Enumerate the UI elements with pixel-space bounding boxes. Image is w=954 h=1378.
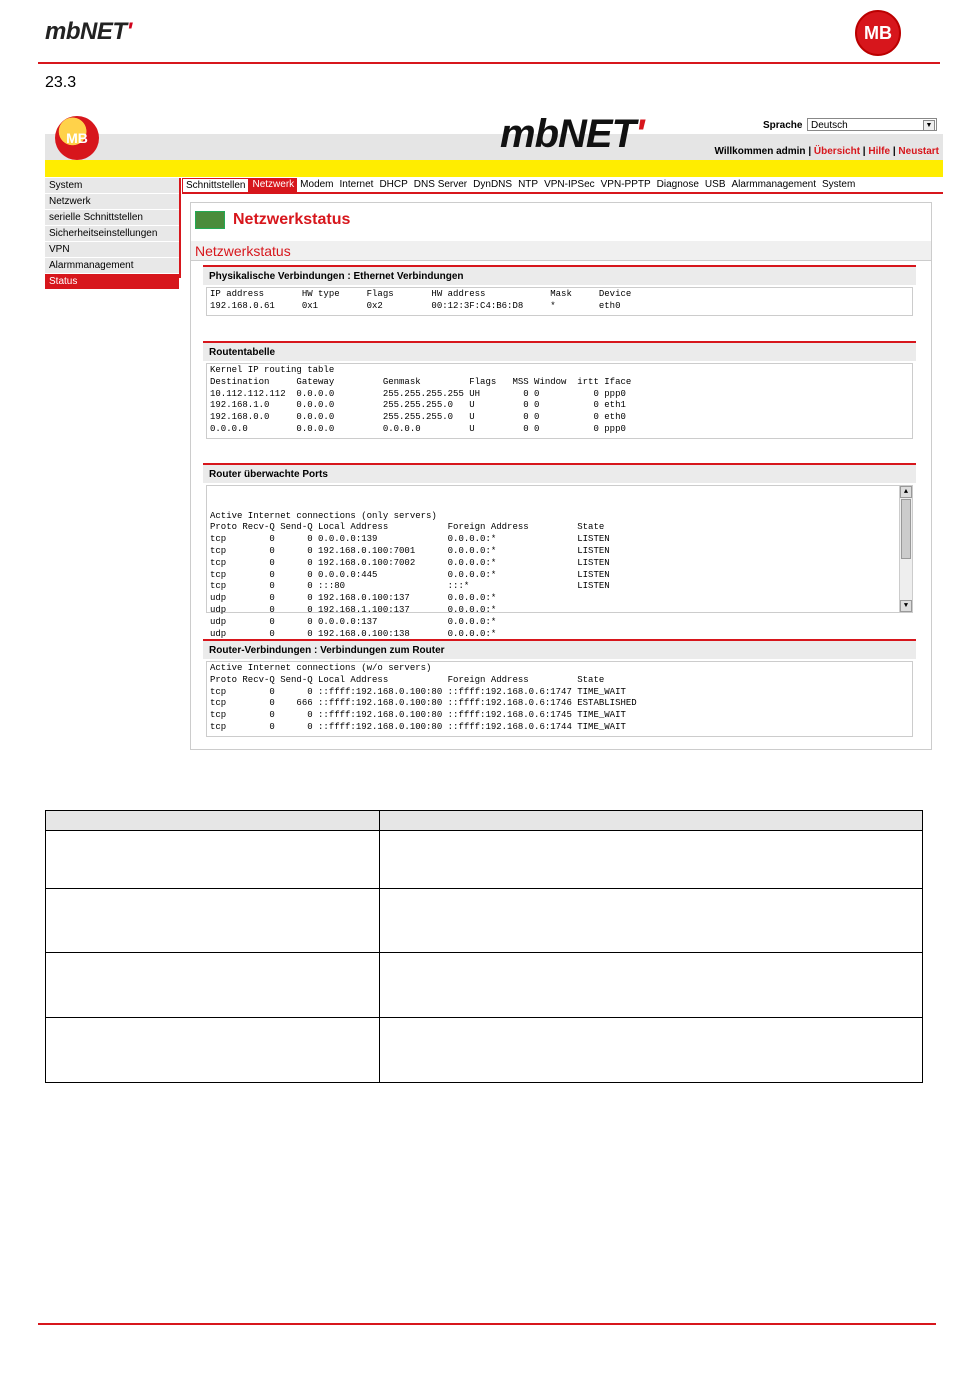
content-panel — [190, 202, 932, 750]
tab-system[interactable]: System — [821, 179, 856, 190]
box-routes — [203, 341, 916, 439]
box-connections-title: Router-Verbindungen : Verbindungen zum Router — [203, 639, 916, 659]
welcome-text: Willkommen admin — [714, 146, 806, 157]
ui-header — [45, 110, 943, 160]
link-hilfe[interactable]: Hilfe — [868, 146, 891, 157]
box-ports — [203, 463, 916, 639]
tab-vpn-ipsec[interactable]: VPN-IPSec — [544, 179, 595, 190]
language-label: Sprache — [763, 120, 803, 131]
table-header-row — [46, 811, 923, 831]
box-physical-body: IP address HW type Flags HW address Mask Device 192.168.0.61 0x1 0x2 00:12:3F:C4:B6:D8 * eth0 — [206, 287, 913, 316]
tab-bar — [182, 178, 858, 192]
mb-badge-icon: MB — [855, 10, 901, 56]
box-physical-title: Physikalische Verbindungen : Ethernet Verbindungen — [203, 265, 916, 285]
nav-sicherheitseinstellungen[interactable]: Sicherheitseinstellungen — [45, 226, 179, 242]
language-select[interactable] — [807, 118, 937, 131]
tab-alarmmanagement[interactable]: Alarmmanagement — [731, 179, 816, 190]
router-web-ui — [45, 110, 943, 760]
doc-logo: mbNET' — [45, 18, 132, 45]
table-header-cell — [46, 811, 380, 831]
table-row — [46, 1018, 923, 1083]
box-ports-title: Router überwachte Ports — [203, 463, 916, 483]
tab-diagnose[interactable]: Diagnose — [656, 179, 699, 190]
mb-logo-icon: MB — [55, 116, 99, 160]
ports-scrollbar[interactable] — [899, 486, 912, 612]
table-row — [46, 953, 923, 1018]
scroll-thumb[interactable] — [901, 499, 911, 559]
link-uebersicht[interactable]: Übersicht — [813, 146, 861, 157]
nav-netzwerk[interactable]: Netzwerk — [45, 194, 179, 210]
bottom-divider — [38, 1323, 936, 1325]
tab-dyndns[interactable]: DynDNS — [473, 179, 513, 190]
tab-vpn-pptp[interactable]: VPN-PPTP — [600, 179, 651, 190]
top-divider — [38, 62, 940, 64]
tab-modem[interactable]: Modem — [300, 179, 334, 190]
tab-ntp[interactable]: NTP — [518, 179, 539, 190]
chevron-down-icon: ▼ — [923, 120, 935, 131]
language-value: Deutsch — [811, 120, 848, 131]
brand-logo: mbNET' — [500, 112, 644, 156]
page-title: Netzwerkstatus — [233, 211, 351, 228]
nav-serielle-schnittstellen[interactable]: serielle Schnittstellen — [45, 210, 179, 226]
box-physical — [203, 265, 916, 316]
box-routes-body: Kernel IP routing table Destination Gateway Genmask Flags MSS Window irtt Iface 10.112.112.112 0.0.0.0 255.255.255.255 UH 0 0 0 ppp0 192.168.1.0 0.0.0.0 255.255.255.0 U 0 0 0 eth1 192.168.0.0 0.0.0.0 255.255.255.0 U 0 0 0 eth0 0.0.0.0 0.0.0.0 0.0.0.0 U 0 0 0 ppp0 — [206, 363, 913, 439]
welcome-bar: Willkommen admin | Übersicht | Hilfe | Neustart — [714, 146, 939, 157]
table-row — [46, 831, 923, 889]
table-row — [46, 889, 923, 953]
tab-dns-server[interactable]: DNS Server — [413, 179, 468, 190]
yellow-bar — [45, 160, 943, 177]
tab-usb[interactable]: USB — [704, 179, 726, 190]
ports-text: Active Internet connections (only servers) Proto Recv-Q Send-Q Local Address Foreign Address State tcp 0 0 0.0.0.0:139 0.0.0.0:* LISTEN tcp 0 0 192.168.0.100:7001 0.0.0.0:* LISTEN tcp 0 0 192.168.0.100:7002 0.0.0.0:* LISTEN tcp 0 0 0.0.0.0:445 0.0.0.0:* LISTEN tcp 0 0 :::80 :::* LISTEN udp 0 0 192.168.0.100:137 0.0.0.0:* udp 0 0 192.168.1.100:137 0.0.0.0:* udp 0 0 0.0.0.0:137 0.0.0.0:* udp 0 0 192.168.0.100:138 0.0.0.0:* — [210, 510, 610, 639]
nav-alarmmanagement[interactable]: Alarmmanagement — [45, 258, 179, 274]
nav-vpn[interactable]: VPN — [45, 242, 179, 258]
box-connections-body: Active Internet connections (w/o servers) Proto Recv-Q Send-Q Local Address Foreign Address State tcp 0 0 ::ffff:192.168.0.100:80 ::ffff:192.168.0.6:1747 TIME_WAIT tcp 0 666 ::ffff:192.168.0.100:80 ::ffff:192.168.0.6:1746 ESTABLISHED tcp 0 0 ::ffff:192.168.0.100:80 ::ffff:192.168.0.6:1745 TIME_WAIT tcp 0 0 ::ffff:192.168.0.100:80 ::ffff:192.168.0.6:1744 TIME_WAIT — [206, 661, 913, 737]
section-number: 23.3 — [45, 74, 77, 91]
network-icon — [195, 211, 225, 229]
description-table — [45, 810, 923, 1083]
left-nav — [45, 178, 179, 290]
scroll-down-icon[interactable]: ▼ — [900, 600, 912, 612]
tab-internet[interactable]: Internet — [339, 179, 374, 190]
box-ports-body[interactable] — [206, 485, 913, 639]
box-routes-title: Routentabelle — [203, 341, 916, 361]
tab-schnittstellen[interactable]: Schnittstellen — [182, 178, 249, 193]
table-header-cell — [380, 811, 923, 831]
nav-status[interactable]: Status — [45, 274, 179, 290]
section-title: Netzwerkstatus — [191, 241, 931, 261]
tab-dhcp[interactable]: DHCP — [379, 179, 408, 190]
scroll-up-icon[interactable]: ▲ — [900, 486, 912, 498]
nav-system[interactable]: System — [45, 178, 179, 194]
link-neustart[interactable]: Neustart — [898, 146, 939, 157]
tab-netzwerk[interactable]: Netzwerk — [249, 178, 297, 192]
box-connections — [203, 639, 916, 737]
